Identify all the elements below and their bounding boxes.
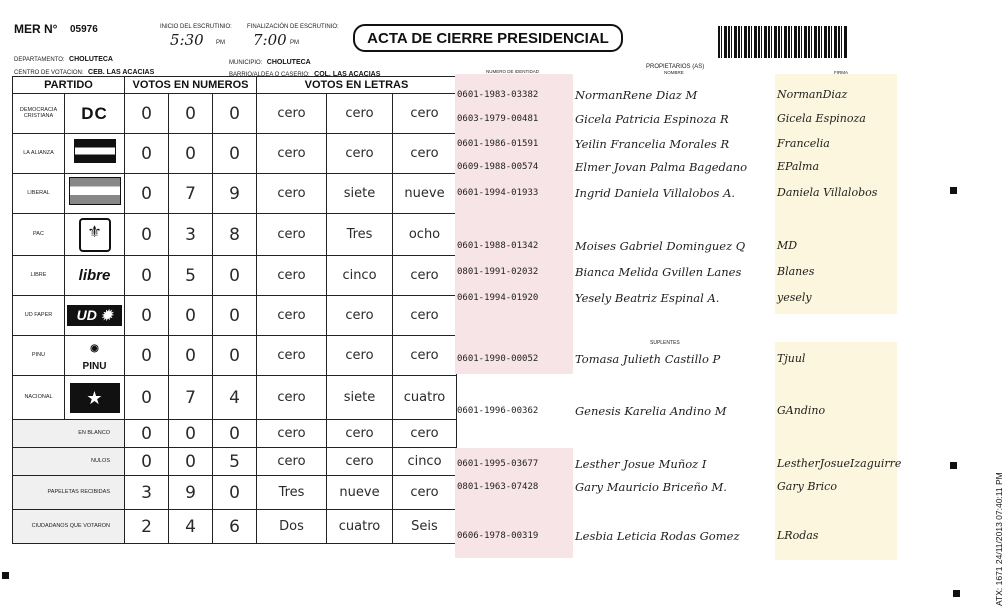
timestamp-stamp: ATX: 1671 24/11/2013 07:40:11 PM — [994, 472, 1004, 606]
vote-digit: 8 — [213, 214, 257, 256]
vote-digit: 0 — [213, 296, 257, 336]
party-name: DEMOCRACIA CRISTIANA — [13, 94, 65, 134]
party-logo — [65, 174, 125, 214]
party-logo: libre — [65, 256, 125, 296]
corner-mark-bottom — [953, 590, 960, 597]
vote-digit: 0 — [125, 134, 169, 174]
vote-word: cuatro — [327, 510, 393, 544]
party-name: NACIONAL — [13, 376, 65, 420]
vote-digit: 4 — [169, 510, 213, 544]
suplentes-header: SUPLENTES — [650, 340, 680, 346]
member-name: Yesely Beatriz Espinal A. — [575, 291, 720, 305]
header-partido: PARTIDO — [13, 77, 125, 94]
vote-word: cero — [327, 134, 393, 174]
vote-word: cero — [257, 448, 327, 476]
row-label: PAPELETAS RECIBIDAS — [13, 476, 125, 510]
propietario-row — [457, 86, 897, 106]
suplente-row — [457, 527, 897, 547]
vote-digit: 5 — [169, 256, 213, 296]
party-logo: ★ — [65, 376, 125, 420]
departamento-label: DEPARTAMENTO: — [14, 57, 65, 63]
party-logo: ⚜ — [65, 214, 125, 256]
vote-digit: 0 — [125, 256, 169, 296]
vote-digit: 0 — [169, 336, 213, 376]
party-name: PAC — [13, 214, 65, 256]
municipio-value: CHOLUTECA — [266, 59, 311, 66]
vote-digit: 0 — [213, 134, 257, 174]
vote-word: cuatro — [393, 376, 457, 420]
party-logo: ◉ PINU — [65, 336, 125, 376]
vote-word: cero — [393, 476, 457, 510]
inicio-suffix: PM — [216, 40, 225, 46]
party-logo: DC — [65, 94, 125, 134]
vote-word: nueve — [327, 476, 393, 510]
vote-word: cero — [393, 420, 457, 448]
member-signature: yesely — [777, 291, 812, 304]
identity-number: 0601-1994-01933 — [457, 188, 539, 198]
member-signature: Tjuul — [777, 352, 806, 365]
propietario-row — [457, 135, 897, 155]
member-name: Gary Mauricio Briceño M. — [575, 480, 727, 494]
vote-digit: 7 — [169, 174, 213, 214]
member-name: Genesis Karelia Andino M — [575, 404, 727, 418]
vote-digit: 0 — [125, 448, 169, 476]
member-name: Bianca Melida Gvillen Lanes — [575, 265, 742, 279]
vote-word: cero — [257, 420, 327, 448]
vote-digit: 3 — [169, 214, 213, 256]
vote-digit: 0 — [213, 94, 257, 134]
table-row — [13, 94, 457, 134]
vote-word: Dos — [257, 510, 327, 544]
nombre-header: NOMBRE — [664, 70, 684, 75]
vote-digit: 0 — [125, 174, 169, 214]
table-row — [13, 448, 457, 476]
vote-digit: 9 — [213, 174, 257, 214]
row-label: NULOS — [13, 448, 125, 476]
vote-word: cero — [257, 376, 327, 420]
vote-digit: 0 — [213, 336, 257, 376]
member-name: NormanRene Diaz M — [575, 88, 698, 102]
prop-header: PROPIETARIOS (AS) — [646, 64, 705, 70]
vote-word: cero — [327, 448, 393, 476]
table-row — [13, 376, 457, 420]
member-name: Yeilin Francelia Morales R — [575, 137, 730, 151]
vote-word: cero — [393, 256, 457, 296]
identity-number: 0609-1988-00574 — [457, 162, 539, 172]
vote-word: cinco — [393, 448, 457, 476]
centro-label: CENTRO DE VOTACION: — [14, 70, 84, 76]
suplente-row — [457, 455, 902, 475]
vote-digit: 0 — [169, 296, 213, 336]
vote-word: ocho — [393, 214, 457, 256]
member-signature: Daniela Villalobos — [777, 186, 878, 199]
member-name: Lesbia Leticia Rodas Gomez — [575, 529, 740, 543]
party-name: LIBERAL — [13, 174, 65, 214]
vote-digit: 7 — [169, 376, 213, 420]
vote-word: Seis — [393, 510, 457, 544]
member-signature: EPalma — [777, 160, 820, 173]
vote-word: cinco — [327, 256, 393, 296]
propietario-row — [457, 184, 897, 204]
party-logo — [65, 134, 125, 174]
centro-value: CEB. LAS ACACIAS — [88, 69, 155, 76]
vote-digit: 5 — [213, 448, 257, 476]
header-votos-numeros: VOTOS EN NUMEROS — [125, 77, 257, 94]
inicio-time: 5:30 — [170, 31, 204, 49]
mer-label: MER N° — [14, 22, 58, 36]
identity-number: 0801-1963-07428 — [457, 482, 539, 492]
table-row — [13, 510, 457, 544]
vote-digit: 0 — [125, 376, 169, 420]
member-signature: Gary Brico — [777, 480, 837, 493]
vote-digit: 0 — [125, 336, 169, 376]
municipio-label: MUNICIPIO: — [229, 60, 263, 66]
corner-mark-right-top — [950, 187, 957, 194]
row-label: CIUDADANOS QUE VOTARON — [13, 510, 125, 544]
vote-word: cero — [257, 256, 327, 296]
member-signature: LestherJosueIzaguirre — [777, 457, 902, 470]
party-name: UD FAPER — [13, 296, 65, 336]
barcode-top — [718, 26, 848, 58]
suplente-row — [457, 402, 897, 422]
vote-word: cero — [257, 214, 327, 256]
table-row — [13, 296, 457, 336]
identity-number: 0801-1991-02032 — [457, 267, 539, 277]
identity-number: 0603-1979-00481 — [457, 114, 539, 124]
header-votos-letras: VOTOS EN LETRAS — [257, 77, 457, 94]
vote-word: cero — [257, 174, 327, 214]
vote-word: cero — [393, 94, 457, 134]
mer-number: 05976 — [70, 24, 98, 35]
document-title: ACTA DE CIERRE PRESIDENCIAL — [353, 24, 623, 52]
vote-digit: 9 — [169, 476, 213, 510]
vote-word: cero — [257, 134, 327, 174]
vote-digit: 0 — [213, 256, 257, 296]
corner-mark-left — [2, 572, 9, 579]
vote-word: Tres — [327, 214, 393, 256]
vote-digit: 0 — [213, 476, 257, 510]
party-name: LA ALIANZA — [13, 134, 65, 174]
vote-digit: 0 — [169, 420, 213, 448]
barrio-value: COL. LAS ACACIAS — [314, 71, 381, 78]
vote-word: Tres — [257, 476, 327, 510]
vote-digit: 2 — [125, 510, 169, 544]
barrio-label: BARRIO/ALDEA O CASERIO: — [229, 72, 310, 78]
inicio-label: INICIO DEL ESCRUTINIO: — [160, 24, 232, 30]
vote-digit: 0 — [169, 94, 213, 134]
identity-number: 0601-1986-01591 — [457, 139, 539, 149]
table-row — [13, 336, 457, 376]
vote-word: cero — [393, 134, 457, 174]
id-header: NUMERO DE IDENTIDAD — [486, 69, 540, 74]
vote-word: cero — [257, 296, 327, 336]
vote-word: cero — [327, 336, 393, 376]
identity-number: 0601-1988-01342 — [457, 241, 539, 251]
member-name: Lesther Josue Muñoz I — [575, 457, 707, 471]
vote-digit: 4 — [213, 376, 257, 420]
member-signature: GAndino — [777, 404, 826, 417]
member-signature: NormanDiaz — [777, 88, 848, 101]
table-row — [13, 214, 457, 256]
vote-digit: 0 — [125, 296, 169, 336]
row-label: EN BLANCO — [13, 420, 125, 448]
corner-mark-right-bottom — [950, 462, 957, 469]
identity-number: 0606-1978-00319 — [457, 531, 539, 541]
suplente-row — [457, 478, 897, 498]
identity-number: 0601-1996-00362 — [457, 406, 539, 416]
propietario-row — [457, 237, 897, 257]
member-name: Ingrid Daniela Villalobos A. — [575, 186, 736, 200]
final-label: FINALIZACIÓN DE ESCRUTINIO: — [247, 24, 339, 30]
propietario-row — [457, 263, 897, 283]
departamento-value: CHOLUTECA — [69, 56, 113, 63]
vote-word: cero — [327, 296, 393, 336]
identity-number: 0601-1995-03677 — [457, 459, 539, 469]
vote-digit: 3 — [125, 476, 169, 510]
member-name: Elmer Jovan Palma Bagedano — [575, 160, 748, 174]
party-name: LIBRE — [13, 256, 65, 296]
vote-digit: 0 — [125, 420, 169, 448]
member-signature: Gicela Espinoza — [777, 112, 866, 125]
vote-digit: 0 — [169, 134, 213, 174]
table-row — [13, 420, 457, 448]
party-logo: UD ✹ — [65, 296, 125, 336]
propietario-row — [457, 289, 897, 309]
identity-number: 0601-1983-03382 — [457, 90, 539, 100]
member-name: Moises Gabriel Dominguez Q — [575, 239, 746, 253]
vote-digit: 6 — [213, 510, 257, 544]
vote-digit: 0 — [125, 94, 169, 134]
vote-digit: 0 — [213, 420, 257, 448]
table-row — [13, 256, 457, 296]
vote-word: cero — [327, 420, 393, 448]
final-suffix: PM — [290, 40, 299, 46]
votes-table — [12, 76, 457, 544]
member-signature: Francelia — [777, 137, 830, 150]
table-row — [13, 174, 457, 214]
suplente-row — [457, 350, 897, 370]
member-name: Gicela Patricia Espinoza R — [575, 112, 729, 126]
party-name: PINU — [13, 336, 65, 376]
member-signature: Blanes — [777, 265, 815, 278]
vote-digit: 0 — [125, 214, 169, 256]
table-row — [13, 134, 457, 174]
vote-word: cero — [393, 296, 457, 336]
vote-word: cero — [257, 94, 327, 134]
table-row — [13, 476, 457, 510]
vote-word: nueve — [393, 174, 457, 214]
identity-number: 0601-1990-00052 — [457, 354, 539, 364]
propietario-row — [457, 110, 897, 130]
vote-word: cero — [327, 94, 393, 134]
member-signature: LRodas — [777, 529, 819, 542]
member-signature: MD — [777, 239, 798, 252]
vote-word: siete — [327, 376, 393, 420]
final-time: 7:00 — [253, 31, 287, 49]
table-header-row — [13, 77, 457, 94]
vote-digit: 0 — [169, 448, 213, 476]
vote-word: siete — [327, 174, 393, 214]
firma-header: FIRMA — [834, 70, 848, 75]
vote-word: cero — [393, 336, 457, 376]
identity-number: 0601-1994-01920 — [457, 293, 539, 303]
propietario-row — [457, 158, 897, 178]
member-name: Tomasa Julieth Castillo P — [575, 352, 721, 366]
vote-word: cero — [257, 336, 327, 376]
